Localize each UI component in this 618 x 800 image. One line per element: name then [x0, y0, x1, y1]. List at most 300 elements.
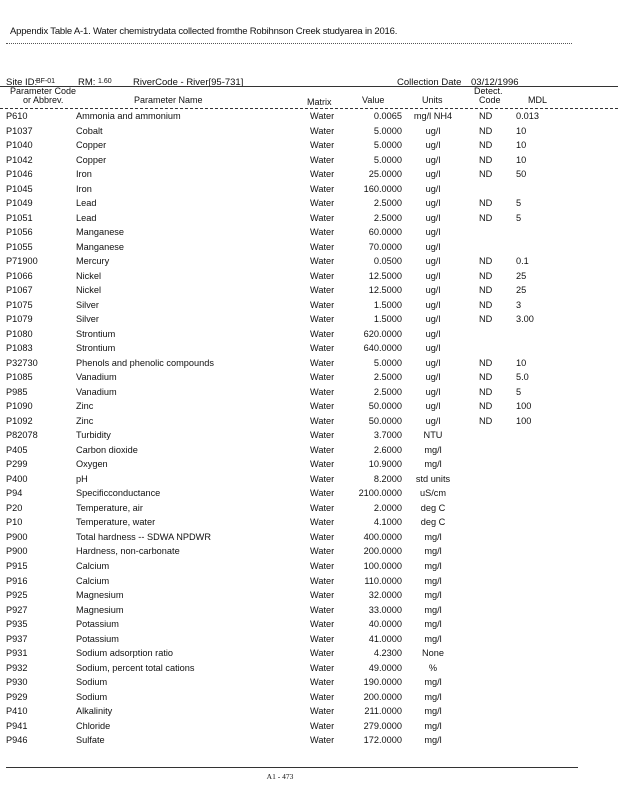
- table-row: [0, 617, 618, 632]
- cell-parameter-name: Iron: [76, 169, 92, 180]
- cell-units-text: ug/l: [425, 386, 441, 397]
- table-row: [0, 486, 618, 501]
- cell-matrix: Water: [310, 183, 335, 194]
- table-row: [0, 472, 618, 487]
- cell-detect-code: ND: [479, 125, 493, 136]
- cell-value: 10.9000: [368, 459, 402, 470]
- cell-value: 4.2300: [373, 648, 402, 659]
- cell-units-text: mg/l: [424, 720, 442, 731]
- cell-value: 8.2000: [373, 473, 402, 484]
- cell-parameter-name: Strontium: [76, 328, 116, 339]
- table-row: [0, 457, 618, 472]
- cell-value: 50.0000: [368, 401, 402, 412]
- col-header-mdl: MDL: [528, 95, 548, 105]
- cell-mdl: 3.00: [516, 314, 534, 325]
- cell-value: 211.0000: [364, 706, 402, 717]
- cell-units-text: ug/l: [425, 183, 441, 194]
- cell-matrix: Water: [310, 517, 335, 528]
- cell-matrix: Water: [310, 590, 335, 601]
- cell-value: 2100.0000: [358, 488, 402, 499]
- cell-mdl: 25: [516, 270, 527, 281]
- cell-units-text: mg/l: [424, 604, 442, 615]
- cell-code: P1051: [6, 212, 33, 223]
- cell-units-text: %: [428, 662, 438, 673]
- cell-matrix: Water: [310, 473, 335, 484]
- cell-value: 400.0000: [363, 531, 402, 542]
- cell-matrix: Water: [310, 227, 335, 238]
- cell-parameter-name: Calcium: [76, 560, 110, 571]
- cell-detect-code: ND: [479, 111, 493, 121]
- cell-units-text: ug/l: [425, 212, 441, 223]
- cell-matrix: Water: [310, 706, 335, 717]
- cell-code: P946: [6, 735, 28, 746]
- cell-detect-code: ND: [479, 169, 493, 180]
- col-header-detect-line1: Detect.: [474, 86, 503, 96]
- cell-code: P299: [6, 459, 28, 470]
- table-row: [0, 269, 618, 284]
- cell-detect-code: ND: [479, 299, 493, 310]
- cell-code: P1067: [6, 285, 33, 296]
- table-row: [0, 182, 618, 197]
- cell-units-text: ug/l: [425, 140, 441, 151]
- cell-parameter-name: Manganese: [76, 241, 125, 252]
- table-row: [0, 646, 618, 661]
- cell-matrix: Water: [310, 430, 335, 441]
- cell-value: 3.7000: [373, 430, 402, 441]
- cell-value: 0.0065: [373, 111, 402, 121]
- table-row: [0, 719, 618, 734]
- table-row: [0, 211, 618, 226]
- cell-code: P1085: [6, 372, 33, 383]
- table-row: [0, 327, 618, 342]
- col-header-code-line2: or Abbrev.: [23, 95, 64, 105]
- cell-value: 32.0000: [368, 590, 402, 601]
- cell-detect-code: ND: [479, 372, 493, 383]
- cell-units-text: ug/l: [425, 198, 441, 209]
- cell-parameter-name: Vanadium: [76, 386, 117, 397]
- cell-matrix: Water: [310, 314, 335, 325]
- cell-parameter-name: Strontium: [76, 343, 116, 354]
- cell-parameter-name: Magnesium: [76, 590, 124, 601]
- cell-matrix: Water: [310, 285, 335, 296]
- cell-units-text: ug/l: [425, 415, 441, 426]
- cell-parameter-name: Turbidity: [76, 430, 111, 441]
- cell-units-text: std units: [415, 473, 451, 484]
- cell-code: P1046: [6, 169, 33, 180]
- cell-matrix: Water: [310, 241, 335, 252]
- cell-detect-code: ND: [479, 198, 493, 209]
- table-row: [0, 370, 618, 385]
- cell-units-text: ug/l: [425, 299, 441, 310]
- river-code: RiverCode - River[95-731]: [133, 77, 244, 88]
- table-row: [0, 704, 618, 719]
- cell-value: 200.0000: [363, 546, 402, 557]
- cell-value: 5.0000: [373, 154, 402, 165]
- table-row: [0, 675, 618, 690]
- cell-detect-code: ND: [479, 256, 493, 267]
- cell-parameter-name: Copper: [76, 140, 107, 151]
- cell-mdl: 5.0: [516, 372, 529, 383]
- cell-units-text: ug/l: [425, 241, 441, 252]
- col-header-matrix: Matrix: [307, 97, 332, 107]
- cell-parameter-name: Sodium, percent total cations: [76, 662, 195, 673]
- cell-code: P915: [6, 560, 28, 571]
- col-header-value: Value: [362, 95, 385, 105]
- cell-value: 25.0000: [368, 169, 402, 180]
- cell-parameter-name: Zinc: [76, 401, 94, 412]
- cell-matrix: Water: [310, 270, 335, 281]
- cell-value: 620.0000: [363, 328, 402, 339]
- cell-mdl: 100: [516, 415, 532, 426]
- cell-units-text: ug/l: [425, 357, 441, 368]
- cell-matrix: Water: [310, 648, 335, 659]
- cell-value: 5.0000: [373, 357, 402, 368]
- cell-code: P82078: [6, 430, 38, 441]
- cell-parameter-name: Temperature, air: [76, 502, 143, 513]
- cell-matrix: Water: [310, 401, 335, 412]
- cell-value: 70.0000: [368, 241, 402, 252]
- cell-parameter-name: Cobalt: [76, 125, 103, 136]
- cell-detect-code: ND: [479, 140, 493, 151]
- title-divider: [6, 43, 572, 44]
- cell-units-text: mg/l: [424, 735, 442, 746]
- cell-parameter-name: Calcium: [76, 575, 110, 586]
- cell-matrix: Water: [310, 212, 335, 223]
- cell-units-text: ug/l: [425, 270, 441, 281]
- cell-value: 41.0000: [368, 633, 402, 644]
- cell-parameter-name: Sodium: [76, 677, 108, 688]
- cell-matrix: Water: [310, 198, 335, 209]
- cell-value: 110.0000: [364, 575, 402, 586]
- cell-units-text: ug/l: [425, 285, 441, 296]
- cell-parameter-name: Specificconductance: [76, 488, 161, 499]
- cell-matrix: Water: [310, 619, 335, 630]
- cell-matrix: Water: [310, 502, 335, 513]
- cell-code: P71900: [6, 256, 38, 267]
- cell-units-text: None: [422, 648, 444, 659]
- cell-parameter-name: Vanadium: [76, 372, 117, 383]
- table-row: [0, 109, 618, 124]
- cell-parameter-name: Magnesium: [76, 604, 124, 615]
- cell-code: P932: [6, 662, 28, 673]
- col-header-code-line1: Parameter Code: [10, 86, 77, 96]
- cell-value: 2.0000: [373, 502, 402, 513]
- cell-detect-code: ND: [479, 154, 493, 165]
- cell-code: P1066: [6, 270, 33, 281]
- table-row: [0, 356, 618, 371]
- table-row: [0, 690, 618, 705]
- cell-parameter-name: Phenols and phenolic compounds: [76, 357, 214, 368]
- cell-matrix: Water: [310, 256, 335, 267]
- cell-value: 60.0000: [368, 227, 402, 238]
- cell-units-text: mg/l: [424, 531, 442, 542]
- cell-units-text: mg/l: [424, 619, 442, 630]
- cell-units-text: ug/l: [425, 154, 441, 165]
- cell-parameter-name: Copper: [76, 154, 107, 165]
- cell-code: P937: [6, 633, 28, 644]
- cell-code: P410: [6, 706, 28, 717]
- cell-code: P1055: [6, 241, 33, 252]
- table-row: [0, 414, 618, 429]
- cell-matrix: Water: [310, 386, 335, 397]
- cell-mdl: 25: [516, 285, 527, 296]
- rm-value: 1.60: [98, 78, 112, 85]
- cell-units-text: ug/l: [425, 343, 441, 354]
- cell-code: P929: [6, 691, 28, 702]
- cell-parameter-name: Sodium: [76, 691, 108, 702]
- table-row: [0, 661, 618, 676]
- cell-mdl: 5: [516, 386, 522, 397]
- cell-units-text: ug/l: [425, 328, 441, 339]
- table-row: [0, 283, 618, 298]
- cell-value: 2.5000: [373, 198, 402, 209]
- cell-units-text: uS/cm: [419, 488, 447, 499]
- cell-parameter-name: Nickel: [76, 285, 102, 296]
- cell-matrix: Water: [310, 328, 335, 339]
- cell-parameter-name: Lead: [76, 212, 97, 223]
- cell-parameter-name: Potassium: [76, 619, 119, 630]
- cell-detect-code: ND: [479, 401, 493, 412]
- cell-value: 12.5000: [368, 270, 402, 281]
- cell-code: P935: [6, 619, 28, 630]
- cell-parameter-name: Sodium adsorption ratio: [76, 648, 174, 659]
- cell-matrix: Water: [310, 111, 335, 121]
- cell-matrix: Water: [310, 735, 335, 746]
- cell-parameter-name: Zinc: [76, 415, 94, 426]
- cell-code: P985: [6, 386, 28, 397]
- cell-detect-code: ND: [479, 212, 493, 223]
- cell-units-text: deg C: [420, 502, 446, 513]
- cell-matrix: Water: [310, 372, 335, 383]
- cell-value: 0.0500: [373, 256, 402, 267]
- cell-code: P1083: [6, 343, 33, 354]
- cell-parameter-name: Oxygen: [76, 459, 108, 470]
- cell-detect-code: ND: [479, 285, 493, 296]
- cell-code: P1042: [6, 154, 33, 165]
- cell-matrix: Water: [310, 488, 335, 499]
- cell-value: 160.0000: [363, 183, 402, 194]
- cell-value: 200.0000: [363, 691, 402, 702]
- cell-matrix: Water: [310, 531, 335, 542]
- cell-parameter-name: Temperature, water: [76, 517, 156, 528]
- cell-detect-code: ND: [479, 357, 493, 368]
- cell-code: P405: [6, 444, 28, 455]
- table-row: [0, 428, 618, 443]
- cell-code: P1049: [6, 198, 33, 209]
- cell-mdl: 10: [516, 140, 527, 151]
- cell-parameter-name: Alkalinity: [76, 706, 113, 717]
- table-row: [0, 341, 618, 356]
- cell-units-text: mg/l: [424, 677, 442, 688]
- cell-matrix: Water: [310, 662, 335, 673]
- col-header-detect-line2: Code: [479, 95, 501, 105]
- cell-value: 4.1000: [373, 517, 402, 528]
- cell-parameter-name: Sulfate: [76, 735, 105, 746]
- cell-code: P1092: [6, 415, 33, 426]
- cell-code: P1045: [6, 183, 33, 194]
- cell-matrix: Water: [310, 677, 335, 688]
- cell-matrix: Water: [310, 169, 335, 180]
- table-row: [0, 167, 618, 182]
- cell-matrix: Water: [310, 343, 335, 354]
- cell-parameter-name: Total hardness -- SDWA NPDWR: [76, 531, 211, 542]
- cell-units-text: ug/l: [425, 372, 441, 383]
- table-row: [0, 559, 618, 574]
- cell-mdl: 3: [516, 299, 522, 310]
- cell-matrix: Water: [310, 154, 335, 165]
- table-row: [0, 196, 618, 211]
- cell-parameter-name: Manganese: [76, 227, 125, 238]
- cell-code: P1037: [6, 125, 33, 136]
- cell-code: P20: [6, 502, 23, 513]
- cell-value: 33.0000: [368, 604, 402, 615]
- table-row: [0, 515, 618, 530]
- cell-mdl: 10: [516, 154, 527, 165]
- cell-code: P900: [6, 546, 28, 557]
- cell-value: 5.0000: [373, 140, 402, 151]
- cell-value: 40.0000: [368, 619, 402, 630]
- cell-code: P94: [6, 488, 23, 499]
- cell-value: 12.5000: [368, 285, 402, 296]
- cell-units-text: ug/l: [425, 314, 441, 325]
- cell-detect-code: ND: [479, 314, 493, 325]
- cell-parameter-name: Carbon dioxide: [76, 444, 138, 455]
- table-row: [0, 501, 618, 516]
- cell-parameter-name: Ammonia and ammonium: [76, 111, 181, 121]
- table-title: Appendix Table A-1. Water chemistrydata collected fromthe Robihnson Creek studyarea in 2016.: [10, 26, 398, 37]
- cell-mdl: 5: [516, 198, 522, 209]
- cell-matrix: Water: [310, 633, 335, 644]
- cell-parameter-name: Nickel: [76, 270, 102, 281]
- collection-date-label: Collection Date: [397, 77, 462, 88]
- table-row: [0, 544, 618, 559]
- cell-mdl: 10: [516, 125, 527, 136]
- cell-matrix: Water: [310, 444, 335, 455]
- cell-matrix: Water: [310, 459, 335, 470]
- cell-matrix: Water: [310, 560, 335, 571]
- table-row: [0, 530, 618, 545]
- cell-matrix: Water: [310, 604, 335, 615]
- cell-code: P941: [6, 720, 28, 731]
- cell-parameter-name: Chloride: [76, 720, 111, 731]
- cell-value: 2.6000: [373, 444, 402, 455]
- cell-code: P1079: [6, 314, 33, 325]
- cell-parameter-name: Silver: [76, 299, 99, 310]
- table-row: [0, 254, 618, 269]
- cell-value: 2.5000: [373, 212, 402, 223]
- cell-detect-code: ND: [479, 386, 493, 397]
- cell-value: 5.0000: [373, 125, 402, 136]
- cell-value: 2.5000: [373, 372, 402, 383]
- cell-parameter-name: Silver: [76, 314, 99, 325]
- table-row: [0, 603, 618, 618]
- cell-mdl: 0.1: [516, 256, 529, 267]
- cell-value: 1.5000: [373, 299, 402, 310]
- cell-code: P1075: [6, 299, 33, 310]
- cell-units-text: NTU: [423, 430, 443, 441]
- cell-parameter-name: Hardness, non-carbonate: [76, 546, 180, 557]
- data-table: [0, 109, 618, 748]
- cell-value: 1.5000: [373, 314, 402, 325]
- table-row: [0, 153, 618, 168]
- cell-code: P10: [6, 517, 23, 528]
- table-row: [0, 298, 618, 313]
- cell-value: 190.0000: [363, 677, 402, 688]
- cell-units-text: mg/l: [424, 575, 442, 586]
- cell-units-text: ug/l: [425, 125, 441, 136]
- cell-code: P1056: [6, 227, 33, 238]
- cell-value: 50.0000: [368, 415, 402, 426]
- page-number: A1 - 473: [266, 772, 294, 781]
- table-row: [0, 588, 618, 603]
- cell-matrix: Water: [310, 299, 335, 310]
- cell-code: P400: [6, 473, 28, 484]
- col-header-units: Units: [422, 95, 443, 105]
- cell-code: P1040: [6, 140, 33, 151]
- cell-units-text: mg/l: [424, 590, 442, 601]
- table-row: [0, 574, 618, 589]
- table-row: [0, 124, 618, 139]
- cell-value: 172.0000: [363, 735, 402, 746]
- cell-matrix: Water: [310, 575, 335, 586]
- cell-matrix: Water: [310, 140, 335, 151]
- rm-label: RM:: [78, 77, 96, 88]
- cell-code: P1080: [6, 328, 33, 339]
- cell-value: 100.0000: [363, 560, 402, 571]
- cell-units-text: mg/l: [424, 706, 442, 717]
- table-row: [0, 138, 618, 153]
- cell-matrix: Water: [310, 415, 335, 426]
- cell-units-text: mg/l NH4: [413, 111, 453, 121]
- cell-matrix: Water: [310, 125, 335, 136]
- cell-code: P610: [6, 111, 28, 121]
- cell-parameter-name: Iron: [76, 183, 92, 194]
- cell-code: P930: [6, 677, 28, 688]
- footer-rule: [6, 767, 578, 768]
- cell-matrix: Water: [310, 720, 335, 731]
- cell-units-text: ug/l: [425, 256, 441, 267]
- cell-units-text: mg/l: [424, 691, 442, 702]
- cell-mdl: 5: [516, 212, 522, 223]
- cell-detect-code: ND: [479, 270, 493, 281]
- cell-mdl: 0.013: [516, 111, 539, 121]
- cell-units-text: mg/l: [424, 546, 442, 557]
- cell-units-text: ug/l: [425, 227, 441, 238]
- table-row: [0, 312, 618, 327]
- table-row: [0, 385, 618, 400]
- cell-mdl: 50: [516, 169, 527, 180]
- cell-value: 2.5000: [373, 386, 402, 397]
- cell-code: P1090: [6, 401, 33, 412]
- cell-value: 49.0000: [368, 662, 402, 673]
- table-row: [0, 240, 618, 255]
- site-id-label: Site ID:: [6, 77, 38, 88]
- cell-units-text: ug/l: [425, 401, 441, 412]
- collection-date-value: 03/12/1996: [471, 77, 519, 88]
- cell-detect-code: ND: [479, 415, 493, 426]
- cell-matrix: Water: [310, 546, 335, 557]
- cell-code: P931: [6, 648, 28, 659]
- cell-parameter-name: Potassium: [76, 633, 119, 644]
- col-header-name: Parameter Name: [134, 95, 203, 105]
- cell-matrix: Water: [310, 691, 335, 702]
- cell-code: P925: [6, 590, 28, 601]
- table-row: [0, 733, 618, 748]
- table-row: [0, 443, 618, 458]
- cell-code: P32730: [6, 357, 38, 368]
- cell-value: 279.0000: [363, 720, 402, 731]
- cell-units-text: mg/l: [424, 459, 442, 470]
